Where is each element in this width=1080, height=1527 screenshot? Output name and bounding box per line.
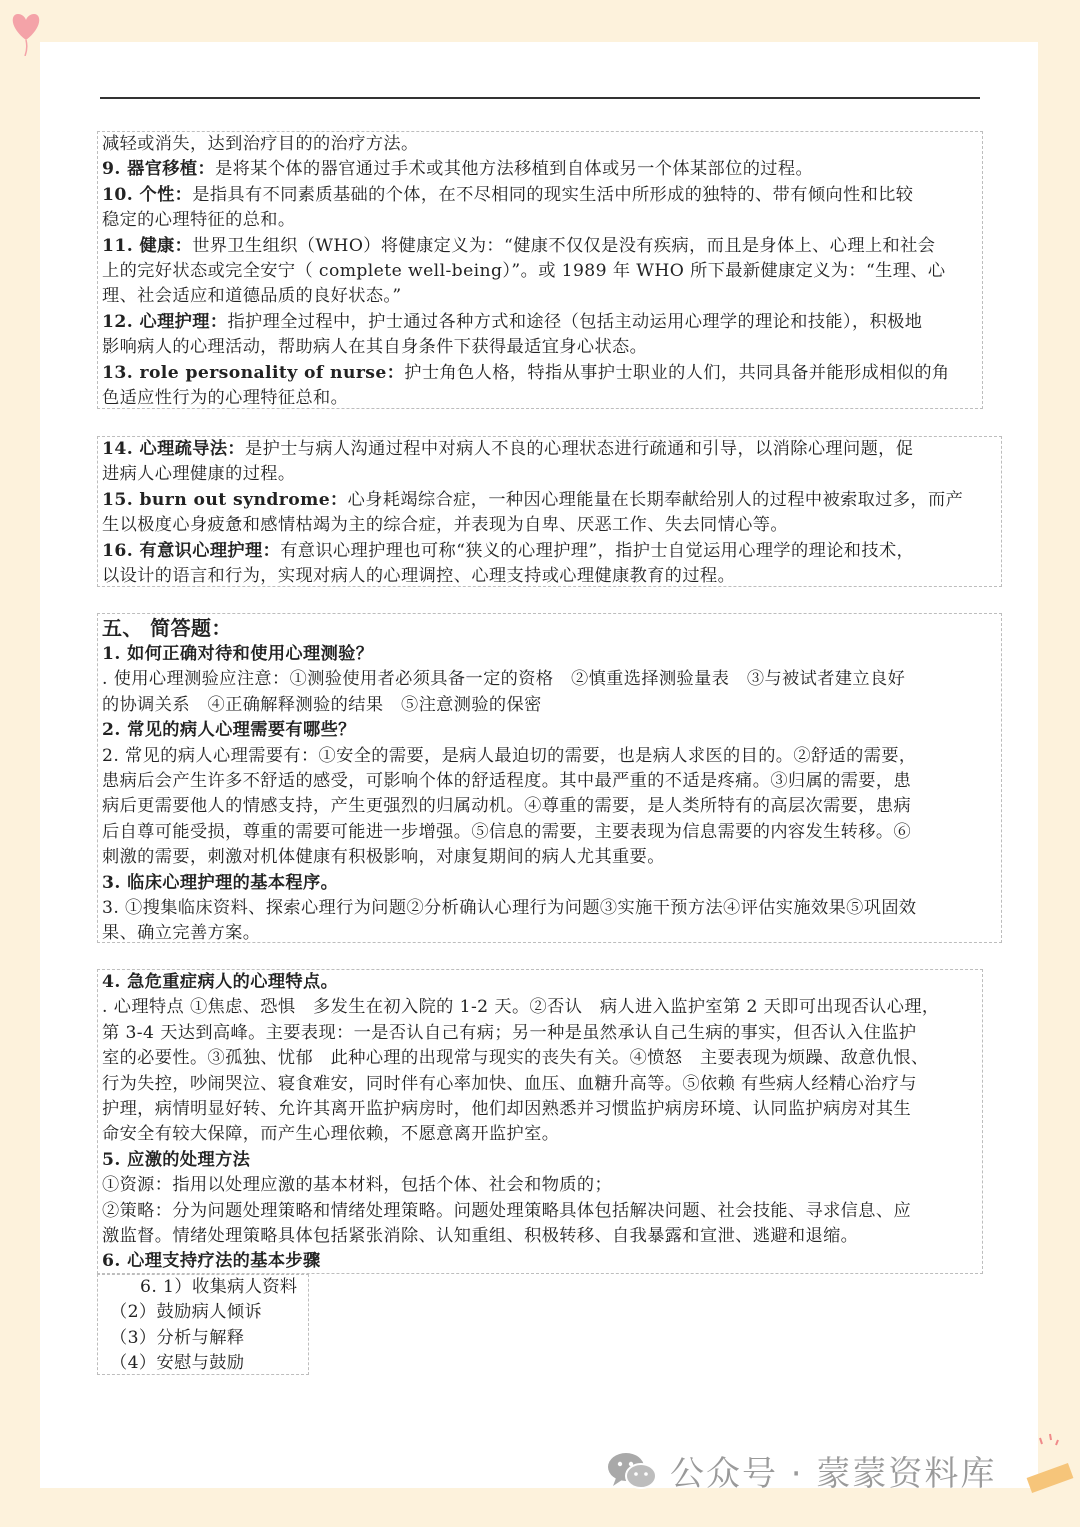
term: 15. burn out syndrome： — [102, 489, 348, 510]
definition-item-16 — [102, 539, 997, 564]
answer-line: 患病后会产生许多不舒适的感受，可影响个体的舒适程度。其中最严重的不适是疼痛。③归属的需要，患 — [102, 771, 912, 792]
answer-line: 后自尊可能受损，尊重的需要可能进一步增强。⑤信息的需要，主要表现为信息需要的内容发生转移。⑥ — [102, 821, 912, 842]
text-line: 色适应性行为的心理特征总和。 — [102, 388, 349, 409]
answer-line: 护理，病情明显好转、允许其离开监护病房时，他们却因熟悉并习惯监护病房环境、认同监护病房对其生 — [102, 1099, 912, 1120]
question-title — [102, 970, 978, 995]
term: 12. 心理护理： — [102, 311, 228, 332]
definition-text: 护士角色人格，特指从事护士职业的人们，共同具备并能形成相似的角 — [404, 362, 950, 383]
definitions-block-2 — [97, 436, 1002, 587]
text-line: 减轻或消失，达到治疗目的的治疗方法。 — [102, 134, 419, 154]
question-title — [102, 1148, 978, 1173]
definition-item-14 — [102, 437, 997, 462]
definition-text: 是护士与病人沟通过程中对病人不良的心理状态进行疏通和引导，以消除心理问题，促 — [245, 439, 914, 459]
text-line: 理、社会适应和道德品质的良好状态。” — [102, 286, 402, 307]
definition-text: 世界卫生组织（WHO）将健康定义为：“健康不仅仅是没有疾病，而且是身体上、心理上和社会 — [192, 235, 936, 256]
question-title — [102, 1249, 978, 1274]
term: 11. 健康： — [102, 235, 193, 256]
answer-line: 2. 常见的病人心理需要有：①安全的需要，是病人最迫切的需要，也是病人求医的目的。②舒适的需要， — [102, 745, 917, 766]
answer-line: ①资源：指用以处理应激的基本材料，包括个体、社会和物质的； — [102, 1175, 613, 1196]
term: 13. role personality of nurse： — [102, 362, 405, 383]
question-text: 1. 如何正确对待和使用心理测验？ — [102, 644, 374, 664]
short-answer-block-2 — [97, 969, 983, 1274]
text-line: 进病人心理健康的过程。 — [102, 464, 296, 485]
definition-item-9 — [102, 157, 978, 182]
steps-block — [97, 1274, 309, 1375]
short-answer-block-1 — [97, 613, 1002, 943]
term: 9. 器官移植： — [102, 159, 216, 180]
term: 16. 有意识心理护理： — [102, 540, 281, 561]
answer-line: 3. ①搜集临床资料、探索心理行为问题②分析确认心理行为问题③实施干预方法④评估实施效果⑤巩固效 — [102, 898, 917, 919]
step-item: 6. 1）收集病人资料 — [140, 1277, 298, 1297]
definition-item-15 — [102, 488, 997, 513]
answer-line: 室的必要性。③孤独、忧郁 此种心理的出现常与现实的丧失有关。④愤怒 主要表现为烦躁、敌意仇恨、 — [102, 1048, 929, 1069]
definition-text: 有意识心理护理也可称“狭义的心理护理”，指护士自觉运用心理学的理论和技术， — [280, 540, 915, 561]
answer-line: . 心理特点 ①焦虑、恐惧 多发生在初入院的 1-2 天。②否认 病人进入监护室第 2 天即可出现否认心理， — [102, 997, 940, 1018]
answer-line: 刺激的需要，刺激对机体健康有积极影响，对康复期间的病人尤其重要。 — [102, 847, 665, 868]
answer-line: 病后更需要他人的情感支持，产生更强烈的归属动机。④尊重的需要，是人类所特有的高层次需要，患病 — [102, 796, 912, 817]
answer-line: 激监督。情绪处理策略具体包括紧张消除、认知重组、积极转移、自我暴露和宣泄、逃避和退缩。 — [102, 1226, 859, 1247]
header-rule — [100, 97, 980, 99]
step-item: （2）鼓励病人倾诉 — [110, 1302, 263, 1323]
answer-line: 命安全有较大保障，而产生心理依赖，不愿意离开监护室。 — [102, 1124, 560, 1145]
question-text: 2. 常见的病人心理需要有哪些？ — [102, 720, 356, 741]
definition-text: 指护理全过程中，护士通过各种方式和途径（包括主动运用心理学的理论和技能），积极地 — [227, 311, 923, 332]
definition-item-10 — [102, 183, 978, 208]
answer-line: . 使用心理测验应注意：①测验使用者必须具备一定的资格 ②慎重选择测验量表 ③与被试者建立良好 — [102, 669, 906, 690]
text-line: 影响病人的心理活动，帮助病人在其自身条件下获得最适宜身心状态。 — [102, 337, 648, 358]
definition-item-13 — [102, 361, 978, 386]
question-title — [102, 871, 997, 896]
text-line: 稳定的心理特征的总和。 — [102, 210, 296, 231]
answer-line: 果、确立完善方案。 — [102, 923, 261, 944]
wechat-icon — [604, 1449, 660, 1493]
answer-line: 行为失控，吵闹哭泣、寝食难安，同时伴有心率加快、血压、血糖升高等。⑤依赖 有些病人经精心治疗与 — [102, 1073, 917, 1094]
question-text: 4. 急危重症病人的心理特点。 — [102, 972, 339, 992]
answer-line: 第 3-4 天达到高峰。主要表现：一是否认自己有病；另一种是虽然承认自己生病的事实，但否认入住监护 — [102, 1022, 917, 1043]
heart-balloon-icon — [6, 6, 46, 56]
text-line: 上的完好状态或完全安宁（ complete well-being）”。或 1989 年 WHO 所下最新健康定义为：“生理、心 — [102, 261, 946, 282]
definition-text: 是指具有不同素质基础的个体，在不尽相同的现实生活中所形成的独特的、带有倾向性和比较 — [192, 184, 914, 205]
definition-text: 是将某个体的器官通过手术或其他方法移植到自体或另一个体某部位的过程。 — [215, 159, 814, 180]
watermark-text: 公众号 · 蒙蒙资料库 — [670, 1454, 997, 1494]
definition-text: 心身耗竭综合症，一种因心理能量在长期奉献给别人的过程中被索取过多，而产 — [347, 489, 964, 510]
watermark — [604, 1446, 996, 1495]
step-item: （3）分析与解释 — [110, 1327, 245, 1348]
pencil-decoration-icon — [1010, 1430, 1076, 1496]
definitions-block-1 — [97, 131, 983, 409]
text-line: 生以极度心身疲惫和感情枯竭为主的综合症，并表现为自卑、厌恶工作、失去同情心等。 — [102, 515, 788, 536]
question-text: 6. 心理支持疗法的基本步骤 — [102, 1251, 321, 1272]
question-title — [102, 642, 997, 667]
section-heading: 五、 简答题： — [102, 616, 232, 640]
answer-line: 的协调关系 ④正确解释测验的结果 ⑤注意测验的保密 — [102, 694, 542, 715]
term: 10. 个性： — [102, 184, 193, 205]
step-item: （4）安慰与鼓励 — [110, 1353, 245, 1374]
definition-item-11 — [102, 234, 978, 259]
question-title — [102, 718, 997, 743]
term: 14. 心理疏导法： — [102, 439, 246, 459]
definition-item-12 — [102, 310, 978, 335]
answer-line: ②策略：分为问题处理策略和情绪处理策略。问题处理策略具体包括解决问题、社会技能、寻求信息、应 — [102, 1200, 912, 1221]
question-text: 5. 应激的处理方法 — [102, 1149, 251, 1170]
text-line: 以设计的语言和行为，实现对病人的心理调控、心理支持或心理健康教育的过程。 — [102, 566, 736, 587]
question-text: 3. 临床心理护理的基本程序。 — [102, 872, 339, 893]
